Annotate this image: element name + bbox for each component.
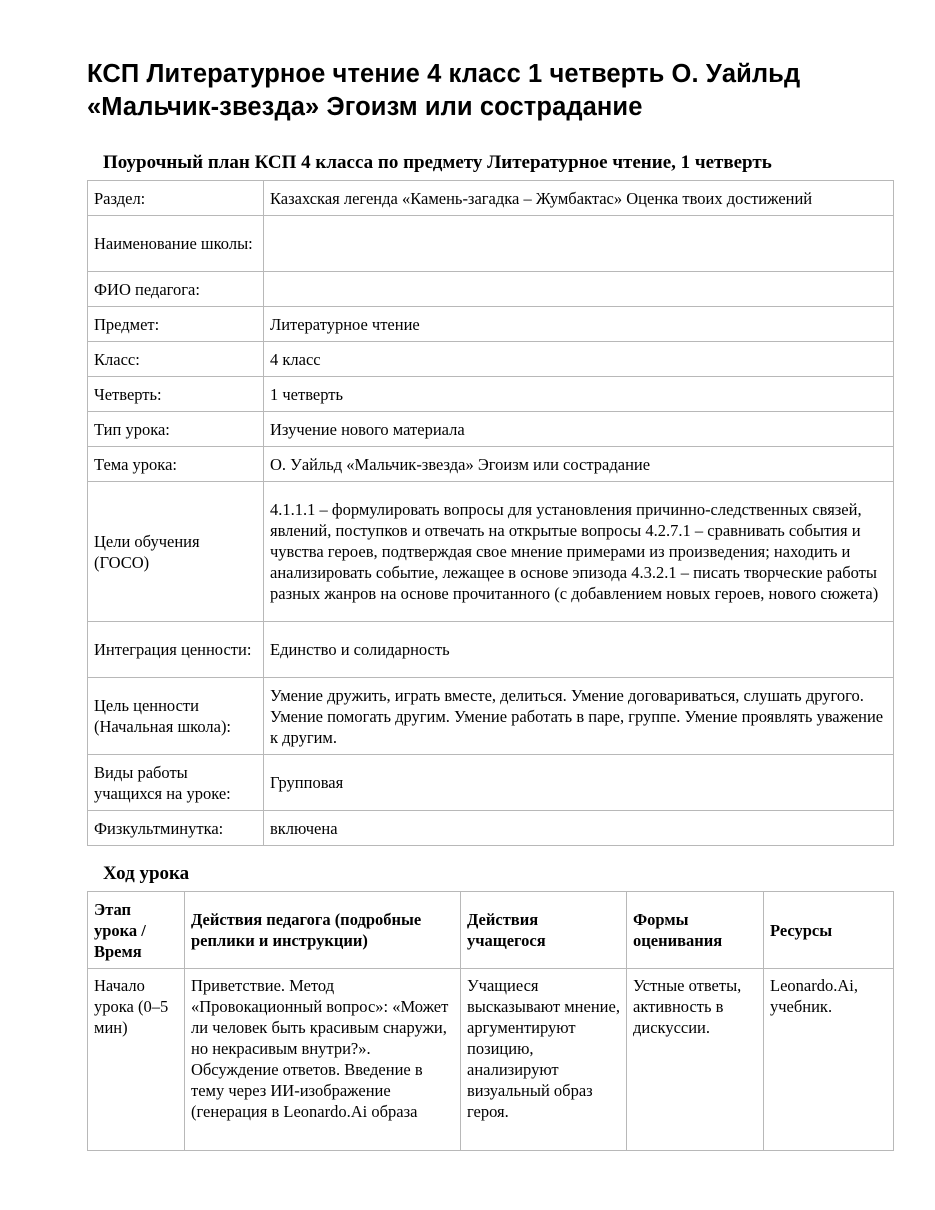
table-header-row [88,892,894,969]
table-row [88,447,894,482]
column-header-assessment: Формы оценивания [627,892,764,969]
table-row [88,307,894,342]
row-value: О. Уайльд «Мальчик-звезда» Эгоизм или сострадание [264,447,894,482]
table-row [88,377,894,412]
row-label: Интеграция ценности: [88,622,264,678]
row-label: Тема урока: [88,447,264,482]
lesson-info-table [87,180,894,846]
row-label: Четверть: [88,377,264,412]
table-row [88,969,894,1151]
row-value: 4.1.1.1 – формулировать вопросы для установления причинно-следственных связей, явлений, поступков и отвечать на открытые вопросы 4.2.7.1 – сравнивать события и чувства героев, подтверждая свое мнение примерами из произведения; находить и анализировать событие, лежащее в основе эпизода 4.3.2.1 – писать творческие работы разных жанров на основе прочитанного (с добавлением новых героев, нового сюжета) [264,482,894,622]
row-label: ФИО педагога: [88,272,264,307]
table-row [88,181,894,216]
table-row [88,755,894,811]
column-header-teacher: Действия педагога (подробные реплики и инструкции) [185,892,461,969]
row-value [264,272,894,307]
cell-resources: Leonardo.Ai, учебник. [764,969,894,1151]
cell-teacher: Приветствие. Метод «Провокационный вопрос»: «Может ли человек быть красивым снаружи, но некрасивым внутри?». Обсуждение ответов. Введение в тему через ИИ-изображение (генерация в Leonardo.Ai образа [185,969,461,1151]
column-header-resources: Ресурсы [764,892,894,969]
table-row [88,678,894,755]
table-row [88,622,894,678]
table-row [88,482,894,622]
row-value: включена [264,811,894,846]
row-label: Класс: [88,342,264,377]
row-value: Единство и солидарность [264,622,894,678]
document-title: КСП Литературное чтение 4 класс 1 четверть О. Уайльд «Мальчик-звезда» Эгоизм или сострадание [87,60,801,121]
cell-assessment: Устные ответы, активность в дискуссии. [627,969,764,1151]
table-row [88,412,894,447]
row-label: Предмет: [88,307,264,342]
row-label: Раздел: [88,181,264,216]
table-row [88,811,894,846]
row-value: Умение дружить, играть вместе, делиться. Умение договариваться, слушать другого. Умение помогать другим. Умение работать в паре, группе. Умение проявлять уважение к другим. [264,678,894,755]
row-value: 4 класс [264,342,894,377]
document-page [87,58,893,1151]
row-value: Казахская легенда «Камень-загадка – Жумбактас» Оценка твоих достижений [264,181,894,216]
cell-stage: Начало урока (0–5 мин) [88,969,185,1151]
row-label: Цель ценности (Начальная школа): [88,678,264,755]
row-value: Литературное чтение [264,307,894,342]
row-label: Тип урока: [88,412,264,447]
row-label: Наименование школы: [88,216,264,272]
row-value: Изучение нового материала [264,412,894,447]
lesson-process-table [87,891,894,1151]
column-header-student: Действия учащегося [461,892,627,969]
plan-heading: Поурочный план КСП 4 класса по предмету Литературное чтение, 1 четверть [103,152,772,173]
column-header-stage: Этап урока / Время [88,892,185,969]
table-row [88,272,894,307]
row-label: Физкультминутка: [88,811,264,846]
cell-student: Учащиеся высказывают мнение, аргументируют позицию, анализируют визуальный образ героя. [461,969,627,1151]
row-value: 1 четверть [264,377,894,412]
process-heading: Ход урока [103,863,190,884]
row-value [264,216,894,272]
row-value: Групповая [264,755,894,811]
row-label: Виды работы учащихся на уроке: [88,755,264,811]
table-row [88,342,894,377]
row-label: Цели обучения (ГОСО) [88,482,264,622]
table-row [88,216,894,272]
